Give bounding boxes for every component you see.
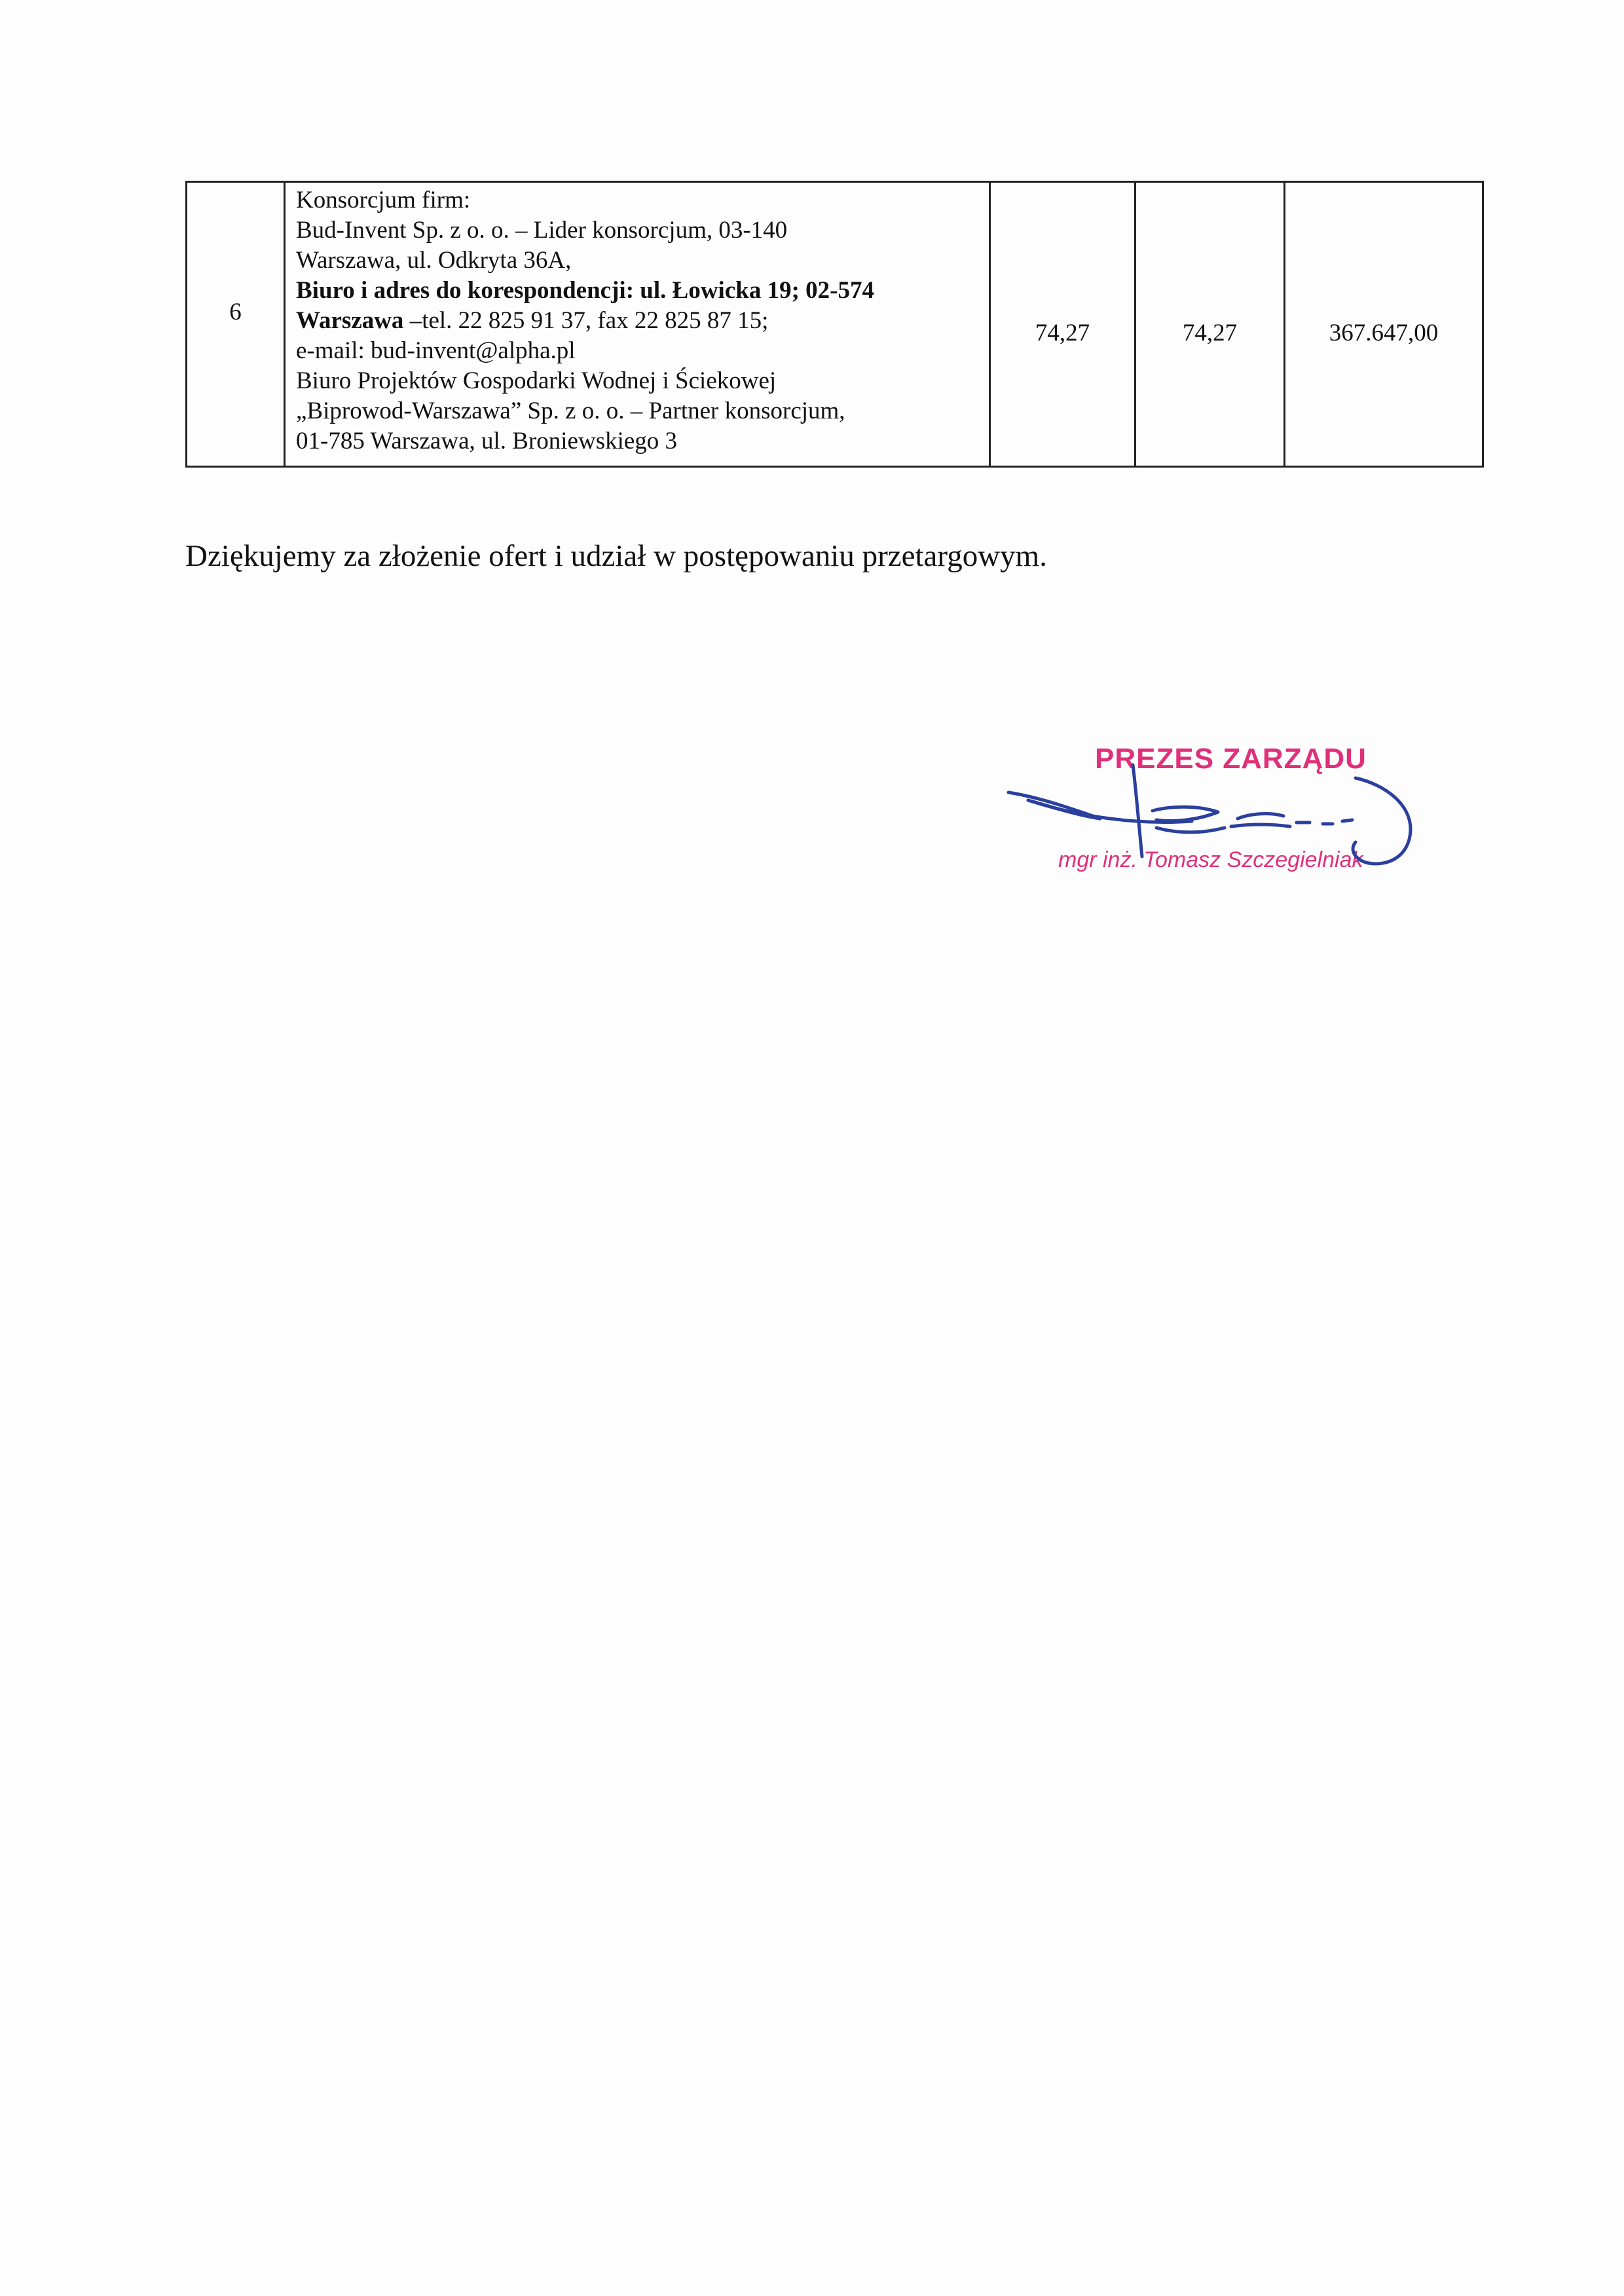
firm-cell — [285, 182, 990, 467]
firm-line-correspondence: Biuro i adres do korespondencji: ul. Łowicka 19; 02-574 — [296, 277, 874, 304]
closing-text: Dziękujemy za złożenie ofert i udział w postępowaniu przetargowym. — [185, 539, 1047, 573]
results-table — [185, 181, 1484, 468]
value-3: 367.647,00 — [1329, 320, 1439, 346]
table-row — [187, 182, 1483, 467]
value-cell-1 — [990, 182, 1135, 467]
stamp-title: PREZES ZARZĄDU — [1095, 743, 1367, 775]
row-number-cell — [187, 182, 285, 467]
firm-details — [296, 183, 989, 456]
firm-line: „Biprowod-Warszawa” Sp. z o. o. – Partner konsorcjum, — [296, 398, 845, 424]
value-1: 74,27 — [1035, 320, 1090, 346]
handwritten-signature — [1002, 732, 1434, 889]
firm-line: Bud-Invent Sp. z o. o. – Lider konsorcjum, 03-140 — [296, 217, 788, 244]
signature-stamp — [1002, 732, 1434, 889]
stamp-name: mgr inż. Tomasz Szczegielniak — [1058, 847, 1363, 872]
value-2: 74,27 — [1182, 320, 1238, 346]
firm-line-phone-fax: –tel. 22 825 91 37, fax 22 825 87 15; — [403, 307, 769, 334]
firm-line-contact — [296, 306, 989, 336]
firm-line: Biuro Projektów Gospodarki Wodnej i Ściekowej — [296, 367, 777, 394]
firm-line: Konsorcjum firm: — [296, 187, 471, 213]
firm-line-email: e-mail: bud-invent@alpha.pl — [296, 337, 576, 364]
firm-line: Warszawa, ul. Odkryta 36A, — [296, 247, 572, 274]
firm-line: 01-785 Warszawa, ul. Broniewskiego 3 — [296, 428, 678, 454]
row-number: 6 — [229, 299, 242, 325]
value-cell-3 — [1285, 182, 1483, 467]
value-cell-2 — [1135, 182, 1285, 467]
firm-line-city: Warszawa — [296, 307, 404, 334]
